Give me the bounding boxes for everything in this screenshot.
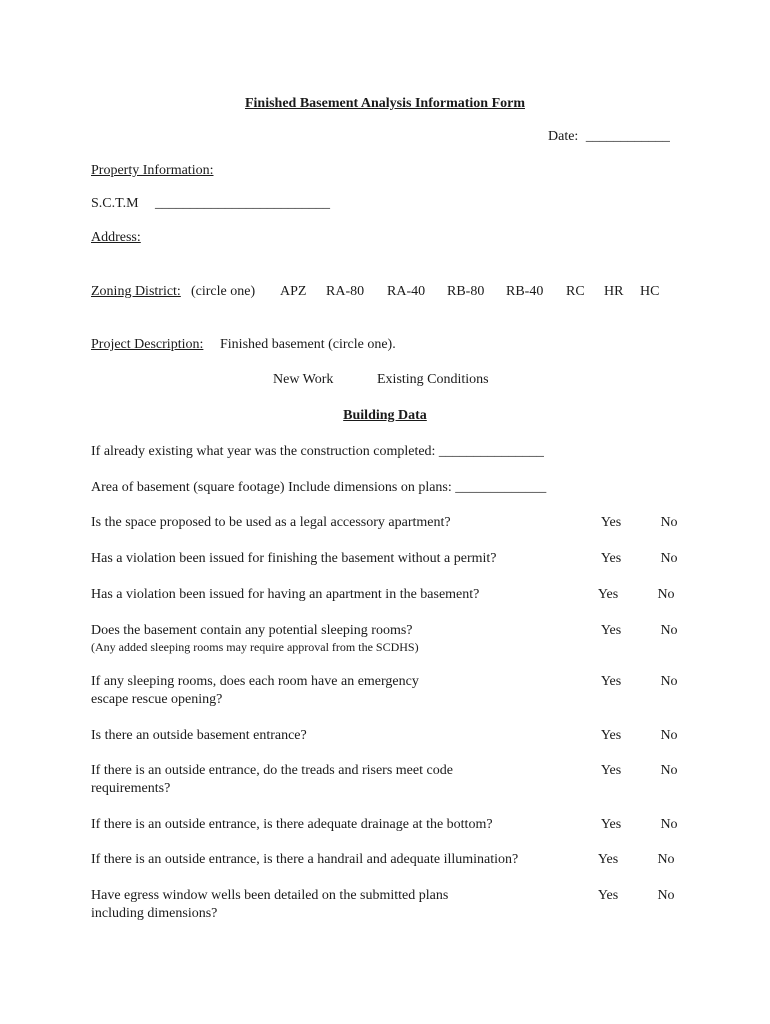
question-egress-wells-line2: including dimensions?	[91, 906, 218, 921]
zoning-option-hr[interactable]: HR	[604, 284, 624, 299]
zoning-option-rc[interactable]: RC	[566, 284, 585, 299]
project-description-text: Finished basement (circle one).	[220, 337, 396, 352]
answer-yes[interactable]: Yes	[600, 674, 622, 689]
zoning-district-label: Zoning District:	[91, 284, 181, 299]
answer-yes[interactable]: Yes	[600, 817, 622, 832]
question-treads-risers-line1: If there is an outside entrance, do the treads and risers meet code	[91, 763, 453, 778]
question-legal-apartment: Is the space proposed to be used as a legal accessory apartment?	[91, 515, 451, 530]
answer-yes[interactable]: Yes	[600, 623, 622, 638]
zoning-option-rb-40[interactable]: RB-40	[506, 284, 544, 299]
zoning-option-rb-80[interactable]: RB-80	[447, 284, 485, 299]
answer-yes[interactable]: Yes	[597, 852, 619, 867]
answer-yes[interactable]: Yes	[597, 888, 619, 903]
zoning-option-hc[interactable]: HC	[640, 284, 660, 299]
building-data-heading: Building Data	[343, 408, 427, 423]
answer-yes[interactable]: Yes	[600, 551, 622, 566]
answer-yes[interactable]: Yes	[600, 728, 622, 743]
zoning-option-apz[interactable]: APZ	[280, 284, 307, 299]
question-violation-no-permit: Has a violation been issued for finishing the basement without a permit?	[91, 551, 497, 566]
project-description-label: Project Description:	[91, 337, 204, 352]
question-drainage: If there is an outside entrance, is there adequate drainage at the bottom?	[91, 817, 493, 832]
basement-area-question[interactable]: Area of basement (square footage) Include dimensions on plans: _____________	[91, 480, 547, 495]
option-new-work[interactable]: New Work	[273, 372, 334, 387]
answer-yes[interactable]: Yes	[600, 763, 622, 778]
question-violation-apartment: Has a violation been issued for having an apartment in the basement?	[91, 587, 480, 602]
question-handrail-illumination: If there is an outside entrance, is there a handrail and adequate illumination?	[91, 852, 519, 867]
answer-yes[interactable]: Yes	[600, 515, 622, 530]
zoning-option-ra-80[interactable]: RA-80	[326, 284, 365, 299]
construction-year-question[interactable]: If already existing what year was the construction completed: _______________	[91, 444, 544, 459]
option-existing-conditions[interactable]: Existing Conditions	[377, 372, 489, 387]
answer-no[interactable]: No	[660, 674, 678, 689]
answer-no[interactable]: No	[660, 817, 678, 832]
question-emergency-escape-line1: If any sleeping rooms, does each room have an emergency	[91, 674, 419, 689]
sctm-field[interactable]: _________________________	[155, 196, 330, 211]
answer-no[interactable]: No	[660, 728, 678, 743]
question-treads-risers-line2: requirements?	[91, 781, 171, 796]
answer-no[interactable]: No	[657, 888, 675, 903]
question-egress-wells-line1: Have egress window wells been detailed on the submitted plans	[91, 888, 449, 903]
address-label: Address:	[91, 230, 141, 245]
sctm-label: S.C.T.M	[91, 196, 139, 211]
answer-no[interactable]: No	[657, 852, 675, 867]
question-outside-entrance: Is there an outside basement entrance?	[91, 728, 307, 743]
property-information-heading: Property Information:	[91, 163, 214, 178]
date-blank: ____________	[585, 129, 670, 144]
date-label: Date:	[548, 129, 579, 144]
zoning-hint: (circle one)	[191, 284, 256, 299]
question-sleeping-rooms: Does the basement contain any potential sleeping rooms?	[91, 623, 413, 638]
question-emergency-escape-line2: escape rescue opening?	[91, 692, 223, 707]
answer-no[interactable]: No	[660, 515, 678, 530]
answer-no[interactable]: No	[660, 551, 678, 566]
answer-yes[interactable]: Yes	[597, 587, 619, 602]
date-field[interactable]	[548, 128, 670, 145]
answer-no[interactable]: No	[660, 623, 678, 638]
note-scdhs-approval: (Any added sleeping rooms may require approval from the SCDHS)	[91, 640, 419, 654]
answer-no[interactable]: No	[660, 763, 678, 778]
answer-no[interactable]: No	[657, 587, 675, 602]
zoning-option-ra-40[interactable]: RA-40	[387, 284, 426, 299]
form-title: Finished Basement Analysis Information Form	[244, 96, 525, 111]
